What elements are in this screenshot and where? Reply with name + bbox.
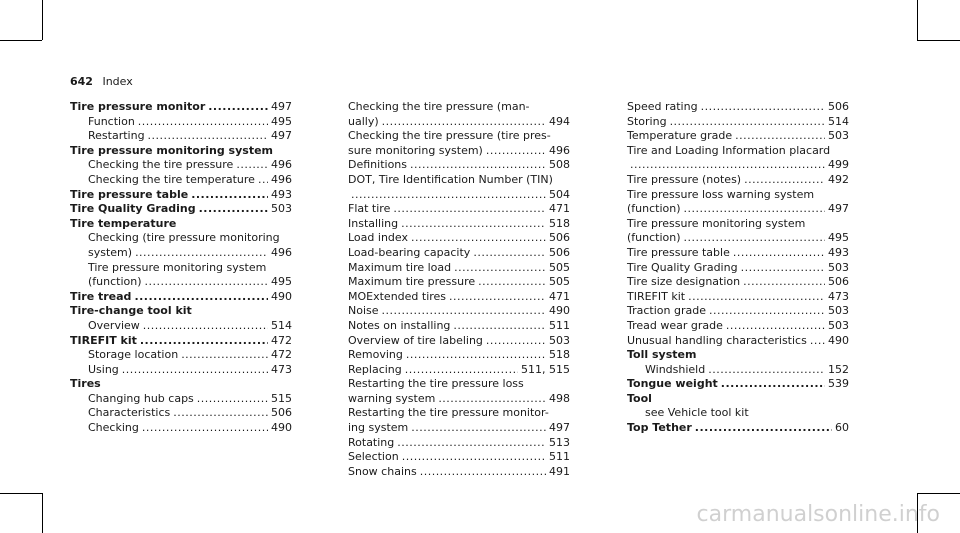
index-entry-text: Restarting the tire pressure monitor- — [348, 406, 549, 420]
index-entry — [627, 363, 849, 378]
index-entry — [627, 202, 849, 217]
index-entry-page: 499 — [828, 158, 849, 172]
index-entry-page: 506 — [549, 231, 570, 245]
index-entry — [70, 173, 292, 188]
index-entry-text: (function) — [88, 275, 142, 289]
dot-leader — [695, 421, 832, 436]
dot-leader — [733, 246, 825, 261]
dot-leader — [236, 158, 268, 173]
index-entry — [627, 319, 849, 334]
index-entry — [627, 129, 849, 144]
dot-leader — [382, 115, 546, 130]
index-entry-page: 496 — [271, 158, 292, 172]
index-entry-page: 497 — [271, 100, 292, 113]
index-entry — [70, 348, 292, 363]
index-entry — [348, 450, 570, 465]
index-entry-text: Toll system — [627, 348, 697, 362]
dot-leader — [197, 392, 268, 407]
index-entry — [348, 217, 570, 232]
dot-leader — [122, 363, 268, 378]
index-entry-page: 518 — [549, 348, 570, 362]
index-entry — [348, 158, 570, 173]
dot-leader — [405, 363, 518, 378]
index-entry-text: Speed rating — [627, 100, 698, 113]
dot-leader — [406, 348, 546, 363]
index-entry-text: Storing — [627, 114, 667, 128]
index-entry — [70, 115, 292, 130]
index-entry — [627, 261, 849, 276]
index-entry-text: Function — [88, 114, 135, 128]
index-entry-text: Removing — [348, 348, 403, 362]
index-entry — [348, 290, 570, 305]
crop-mark — [0, 40, 42, 41]
index-entry — [627, 304, 849, 319]
index-entry — [70, 188, 292, 203]
dot-leader — [393, 202, 546, 217]
index-entry-page: 471 — [549, 289, 570, 303]
index-entry-text: Checking the tire pressure (man- — [348, 100, 530, 113]
index-entry-text: Restarting — [88, 129, 145, 143]
dot-leader — [420, 465, 546, 480]
index-entry-page: 152 — [828, 362, 849, 376]
dot-leader — [701, 100, 825, 115]
index-entry-text: Notes on installing — [348, 318, 451, 332]
index-entry-text: warning system — [348, 391, 436, 405]
dot-leader — [208, 100, 268, 115]
index-entry-text: Tire and Loading Information placard — [627, 143, 831, 157]
index-entry-text: Tire pressure monitoring system — [88, 260, 267, 274]
index-entry-text: Tire pressure table — [627, 245, 730, 259]
index-entry-text: DOT, Tire Identification Number (TIN) — [348, 172, 553, 186]
dot-leader — [478, 275, 546, 290]
index-entry-page: 497 — [549, 421, 570, 435]
crop-mark — [917, 493, 960, 494]
index-entry-page: 513 — [549, 435, 570, 449]
index-entry-text: Characteristics — [88, 406, 171, 420]
index-entry — [70, 275, 292, 290]
index-column-3 — [627, 100, 849, 436]
index-entry-text: system) — [88, 245, 133, 259]
dot-leader — [449, 290, 546, 305]
dot-leader — [181, 348, 268, 363]
index-entry-page: 511 — [549, 318, 570, 332]
index-entry-text: Tire size designation — [627, 275, 741, 289]
index-entry — [70, 421, 292, 436]
dot-leader — [630, 158, 825, 173]
index-entry — [627, 115, 849, 130]
page-number: 642 — [70, 75, 93, 88]
index-entry — [348, 363, 570, 378]
index-entry-page: 515 — [271, 391, 292, 405]
dot-leader — [351, 188, 546, 203]
index-entry — [348, 436, 570, 451]
index-entry — [627, 406, 849, 421]
index-entry — [348, 231, 570, 246]
dot-leader — [473, 246, 546, 261]
index-entry-text: ing system — [348, 421, 409, 435]
index-entry — [70, 261, 292, 276]
index-entry — [627, 144, 849, 159]
index-entry-page: 511 — [549, 450, 570, 464]
index-entry-text: Using — [88, 362, 119, 376]
index-entry-text: Tire tread — [70, 289, 132, 303]
index-entry-text: Traction grade — [627, 304, 706, 318]
dot-leader — [743, 275, 825, 290]
dot-leader — [486, 334, 546, 349]
dot-leader — [741, 261, 825, 276]
dot-leader — [173, 406, 268, 421]
dot-leader — [410, 158, 546, 173]
index-entry — [627, 392, 849, 407]
dot-leader — [401, 217, 546, 232]
index-entry-page: 506 — [828, 100, 849, 113]
dot-leader — [142, 421, 268, 436]
dot-leader — [735, 129, 825, 144]
index-entry-page: 514 — [828, 114, 849, 128]
index-entry-page: 505 — [549, 260, 570, 274]
index-entry — [70, 334, 292, 349]
index-entry-text: sure monitoring system) — [348, 143, 483, 157]
index-entry — [70, 406, 292, 421]
index-entry — [70, 158, 292, 173]
index-entry — [348, 188, 570, 203]
index-entry-page: 514 — [271, 318, 292, 332]
index-entry — [348, 173, 570, 188]
page-header — [70, 75, 133, 88]
index-entry — [627, 334, 849, 349]
dot-leader — [397, 436, 546, 451]
crop-mark — [917, 0, 918, 40]
index-entry — [348, 202, 570, 217]
index-entry-page: 503 — [828, 260, 849, 274]
index-entry-page: 497 — [828, 202, 849, 216]
index-entry-text: Load-bearing capacity — [348, 245, 471, 259]
index-entry-page: 495 — [271, 275, 292, 289]
crop-mark — [917, 40, 960, 41]
index-column-1 — [70, 100, 292, 436]
index-entry-page: 493 — [271, 187, 292, 201]
index-entry-text: Tire pressure loss warning system — [627, 187, 815, 201]
index-entry — [70, 363, 292, 378]
index-entry-page: 494 — [549, 114, 570, 128]
index-entry — [627, 377, 849, 392]
index-entry — [348, 334, 570, 349]
index-entry-page: 511, 515 — [521, 362, 570, 376]
index-column-2 — [348, 100, 570, 479]
index-entry-text: Rotating — [348, 435, 395, 449]
crop-mark — [42, 0, 43, 40]
index-entry-text: Checking — [88, 421, 139, 435]
index-entry-text: Checking the tire pressure — [88, 158, 234, 172]
index-entry — [627, 421, 849, 436]
index-entry-page: 539 — [828, 377, 849, 391]
dot-leader — [670, 115, 825, 130]
index-entry — [627, 246, 849, 261]
index-entry-page: 491 — [549, 464, 570, 478]
index-entry-text: Tire pressure table — [70, 187, 189, 201]
index-entry-text: Snow chains — [348, 464, 417, 478]
dot-leader — [810, 334, 825, 349]
index-entry-page: 506 — [549, 245, 570, 259]
index-entry-page: 508 — [549, 158, 570, 172]
index-entry-text: Storage location — [88, 348, 179, 362]
index-entry-text: Definitions — [348, 158, 407, 172]
dot-leader — [486, 144, 546, 159]
index-entry-page: 492 — [828, 172, 849, 186]
index-entry — [348, 377, 570, 392]
index-entry-text: Tire pressure monitoring system — [70, 143, 274, 157]
index-entry-text: Checking the tire pressure (tire pres- — [348, 129, 551, 143]
index-entry — [627, 188, 849, 203]
index-entry — [70, 231, 292, 246]
index-entry — [348, 406, 570, 421]
index-entry-page: 473 — [271, 362, 292, 376]
index-entry — [70, 246, 292, 261]
index-entry-text: Load index — [348, 231, 408, 245]
index-entry-page: 60 — [835, 421, 849, 435]
index-entry-text: Tire pressure monitor — [70, 100, 206, 113]
index-entry-text: Tire temperature — [70, 216, 177, 230]
index-entry-text: Maximum tire pressure — [348, 275, 476, 289]
dot-leader — [138, 115, 268, 130]
section-title: Index — [102, 75, 133, 88]
index-entry-page: 490 — [549, 304, 570, 318]
index-entry-text: Tires — [70, 377, 101, 391]
index-entry-page: 496 — [271, 172, 292, 186]
dot-leader — [684, 231, 825, 246]
index-entry — [70, 202, 292, 217]
index-entry — [348, 129, 570, 144]
index-entry-page: 503 — [828, 318, 849, 332]
dot-leader — [191, 188, 268, 203]
index-entry-page: 471 — [549, 202, 570, 216]
crop-mark — [42, 493, 43, 533]
index-entry-page: 472 — [271, 333, 292, 347]
index-entry-text: Tire-change tool kit — [70, 304, 192, 318]
index-entry-text: Checking (tire pressure monitoring — [88, 231, 280, 245]
index-entry-text: Tire pressure (notes) — [627, 172, 742, 186]
index-entry-page: 503 — [549, 333, 570, 347]
index-entry-page: 518 — [549, 216, 570, 230]
index-entry — [70, 304, 292, 319]
index-entry — [348, 100, 570, 115]
index-entry-page: 472 — [271, 348, 292, 362]
index-entry-text: see Vehicle tool kit — [645, 406, 749, 420]
dot-leader — [411, 421, 546, 436]
index-entry — [70, 290, 292, 305]
dot-leader — [744, 173, 825, 188]
index-entry — [627, 217, 849, 232]
index-entry-text: Installing — [348, 216, 399, 230]
index-entry — [70, 392, 292, 407]
index-entry-page: 497 — [271, 129, 292, 143]
dot-leader — [134, 290, 268, 305]
index-entry-text: Noise — [348, 304, 379, 318]
dot-leader — [726, 319, 825, 334]
index-entry-text: Tool — [627, 391, 652, 405]
dot-leader — [402, 450, 546, 465]
index-entry-text: Overview of tire labeling — [348, 333, 483, 347]
dot-leader — [688, 290, 825, 305]
dot-leader — [721, 377, 825, 392]
index-entry-page: 473 — [828, 289, 849, 303]
index-entry — [627, 158, 849, 173]
index-entry-text: ually) — [348, 114, 379, 128]
index-entry — [348, 304, 570, 319]
index-entry-page: 495 — [828, 231, 849, 245]
index-entry — [627, 275, 849, 290]
index-entry — [348, 115, 570, 130]
index-entry — [627, 290, 849, 305]
index-entry — [70, 319, 292, 334]
index-entry — [348, 246, 570, 261]
index-entry — [348, 421, 570, 436]
index-entry-text: (function) — [627, 202, 681, 216]
index-entry — [348, 348, 570, 363]
index-entry-text: Selection — [348, 450, 399, 464]
dot-leader — [145, 275, 268, 290]
dot-leader — [199, 202, 268, 217]
index-entry-text: Maximum tire load — [348, 260, 452, 274]
dot-leader — [709, 304, 825, 319]
index-entry-page: 490 — [271, 421, 292, 435]
index-entry-page: 504 — [549, 187, 570, 201]
index-entry-text: Temperature grade — [627, 129, 733, 143]
index-entry-text: Replacing — [348, 362, 402, 376]
dot-leader — [453, 319, 546, 334]
dot-leader — [684, 202, 825, 217]
dot-leader — [135, 246, 268, 261]
index-entry — [70, 144, 292, 159]
index-entry-text: Flat tire — [348, 202, 391, 216]
index-entry-text: Unusual handling characteristics — [627, 333, 807, 347]
index-entry-page: 490 — [828, 333, 849, 347]
index-entry-page: 506 — [271, 406, 292, 420]
index-entry — [70, 129, 292, 144]
index-entry-page: 495 — [271, 114, 292, 128]
index-entry — [70, 217, 292, 232]
index-entry — [348, 275, 570, 290]
dot-leader — [454, 261, 546, 276]
index-entry-page: 496 — [271, 245, 292, 259]
index-entry — [348, 465, 570, 480]
crop-mark — [0, 493, 42, 494]
index-entry-text: Windshield — [645, 362, 706, 376]
index-entry — [348, 144, 570, 159]
index-entry-page: 506 — [828, 275, 849, 289]
index-entry-page: 503 — [271, 202, 292, 216]
index-entry-page: 503 — [828, 129, 849, 143]
index-entry-text: (function) — [627, 231, 681, 245]
index-entry-text: Restarting the tire pressure loss — [348, 377, 524, 391]
index-entry-text: TIREFIT kit — [70, 333, 137, 347]
index-entry-text: Overview — [88, 318, 140, 332]
index-entry-page: 496 — [549, 143, 570, 157]
index-entry — [627, 231, 849, 246]
index-entry-text: Tire Quality Grading — [627, 260, 738, 274]
dot-leader — [143, 319, 268, 334]
index-entry-text: Checking the tire temperature — [88, 172, 255, 186]
dot-leader — [382, 304, 546, 319]
index-entry — [348, 392, 570, 407]
index-entry — [70, 100, 292, 115]
index-entry-text: Tire Quality Grading — [70, 202, 196, 216]
dot-leader — [140, 334, 268, 349]
dot-leader — [438, 392, 546, 407]
index-entry-text: Changing hub caps — [88, 391, 194, 405]
index-entry-text: Tongue weight — [627, 377, 718, 391]
index-entry-text: Tire pressure monitoring system — [627, 216, 806, 230]
index-entry-page: 493 — [828, 245, 849, 259]
index-entry — [627, 173, 849, 188]
index-entry-text: MOExtended tires — [348, 289, 447, 303]
index-entry-page: 490 — [271, 289, 292, 303]
index-entry-page: 505 — [549, 275, 570, 289]
index-entry-page: 503 — [828, 304, 849, 318]
index-entry-page: 498 — [549, 391, 570, 405]
index-entry — [70, 377, 292, 392]
dot-leader — [258, 173, 268, 188]
dot-leader — [411, 231, 546, 246]
index-entry — [627, 100, 849, 115]
index-entry — [348, 261, 570, 276]
dot-leader — [148, 129, 268, 144]
index-entry-text: Top Tether — [627, 421, 692, 435]
dot-leader — [708, 363, 825, 378]
watermark: carmanualsonline.info — [696, 502, 940, 527]
index-entry — [348, 319, 570, 334]
index-entry — [627, 348, 849, 363]
index-entry-text: TIREFIT kit — [627, 289, 686, 303]
index-entry-text: Tread wear grade — [627, 318, 723, 332]
